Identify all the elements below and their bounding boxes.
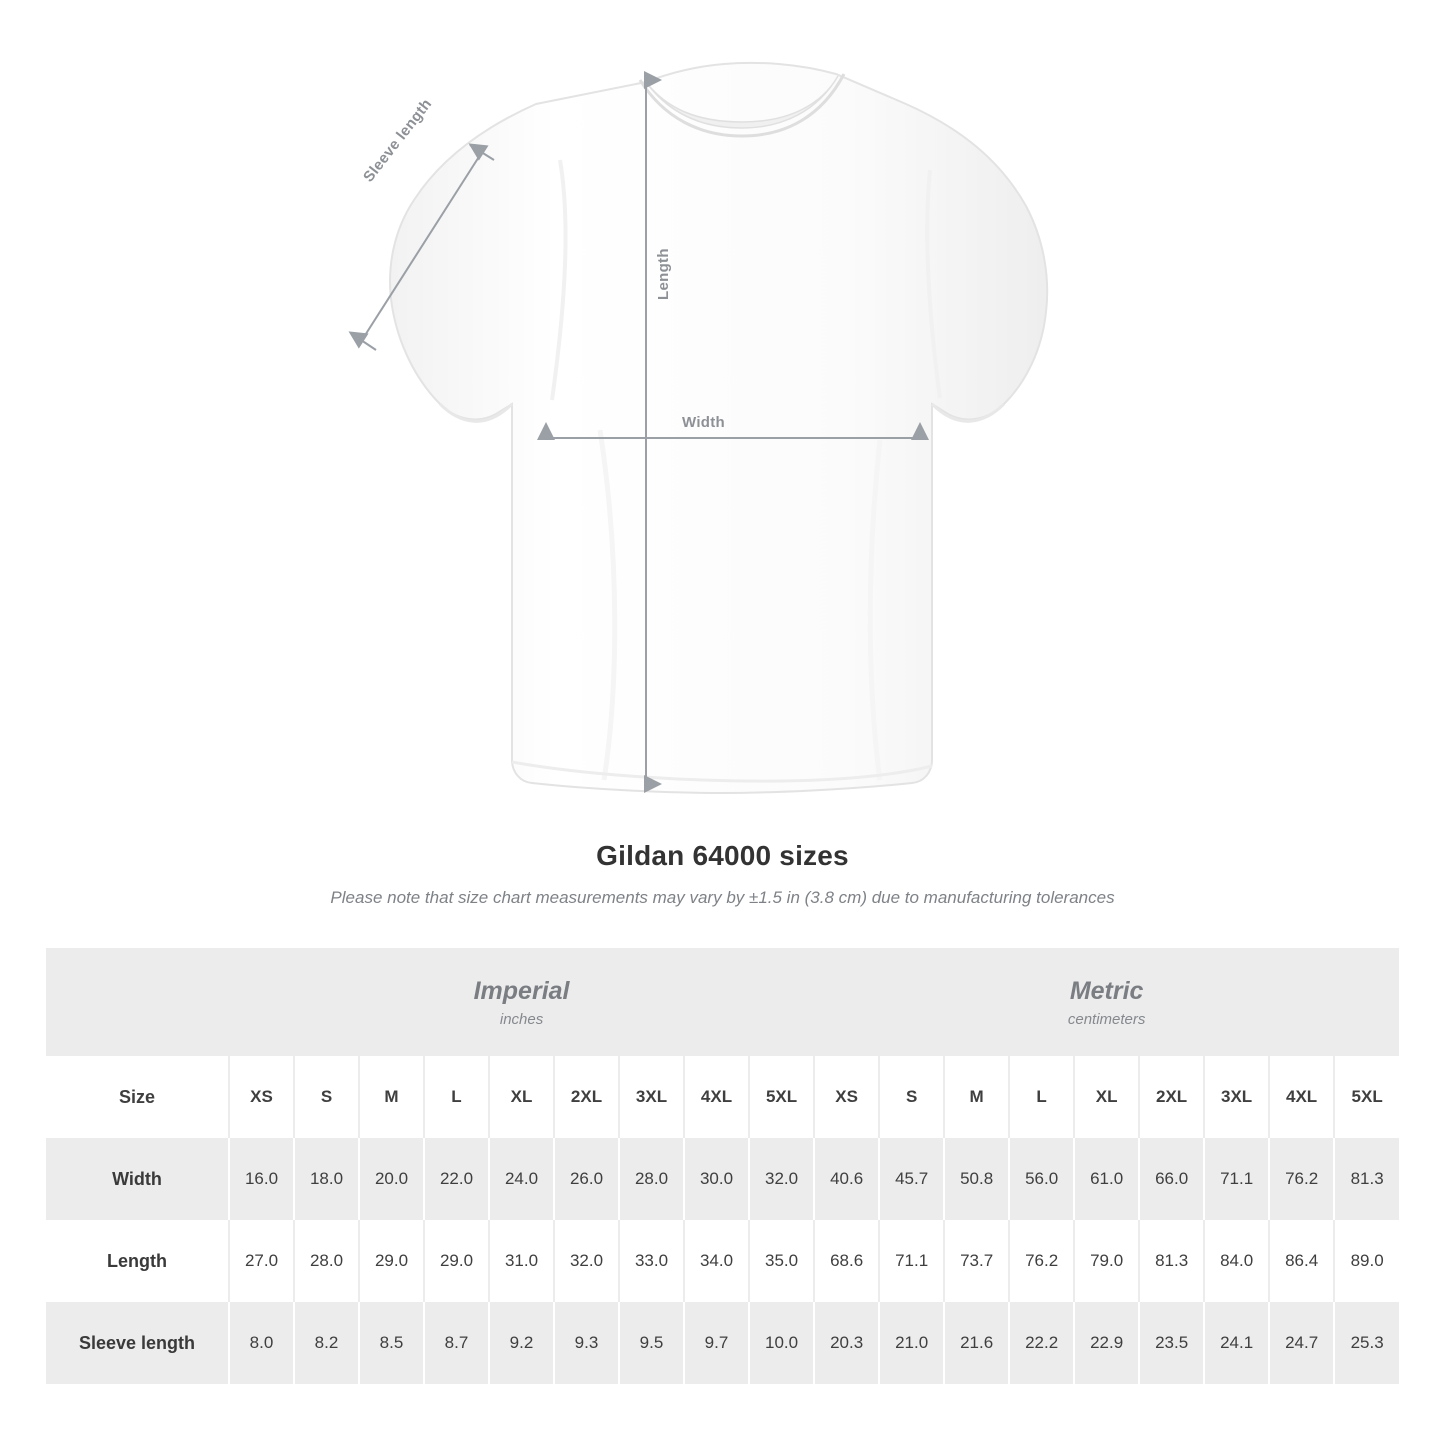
length-label: Length	[655, 248, 672, 300]
size-column-header: Size	[46, 1056, 229, 1138]
size-header-metric-5xl: 5XL	[1334, 1056, 1399, 1138]
size-header-imperial-l: L	[424, 1056, 489, 1138]
width-imperial-4xl: 30.0	[684, 1138, 749, 1220]
length-imperial-s: 28.0	[294, 1220, 359, 1302]
length-imperial-m: 29.0	[359, 1220, 424, 1302]
width-imperial-s: 18.0	[294, 1138, 359, 1220]
metric-label: Metric	[1069, 976, 1144, 1005]
width-imperial-2xl: 26.0	[554, 1138, 619, 1220]
table-row	[46, 1302, 1399, 1384]
imperial-unit: inches	[499, 1011, 544, 1029]
metric-unit: centimeters	[1067, 1011, 1146, 1029]
length-imperial-3xl: 33.0	[619, 1220, 684, 1302]
width-imperial-l: 22.0	[424, 1138, 489, 1220]
length-metric-xl: 79.0	[1074, 1220, 1139, 1302]
sleeve-imperial-s: 8.2	[294, 1302, 359, 1384]
sleeve-imperial-m: 8.5	[359, 1302, 424, 1384]
width-imperial-3xl: 28.0	[619, 1138, 684, 1220]
page-title: Gildan 64000 sizes	[596, 840, 849, 871]
width-metric-l: 56.0	[1009, 1138, 1074, 1220]
length-imperial-4xl: 34.0	[684, 1220, 749, 1302]
width-imperial-xs: 16.0	[229, 1138, 294, 1220]
size-header-imperial-m: M	[359, 1056, 424, 1138]
length-metric-3xl: 84.0	[1204, 1220, 1269, 1302]
sleeve-metric-l: 22.2	[1009, 1302, 1074, 1384]
table-row	[46, 1138, 1399, 1220]
size-header-imperial-xl: XL	[489, 1056, 554, 1138]
width-metric-3xl: 71.1	[1204, 1138, 1269, 1220]
width-metric-2xl: 66.0	[1139, 1138, 1204, 1220]
sleeve-imperial-l: 8.7	[424, 1302, 489, 1384]
imperial-label: Imperial	[473, 976, 570, 1005]
table-row	[46, 1220, 1399, 1302]
size-header-metric-xs: XS	[814, 1056, 879, 1138]
sleeve-metric-s: 21.0	[879, 1302, 944, 1384]
imperial-system-header	[229, 948, 814, 1056]
width-metric-5xl: 81.3	[1334, 1138, 1399, 1220]
size-header-imperial-5xl: 5XL	[749, 1056, 814, 1138]
size-header-imperial-xs: XS	[229, 1056, 294, 1138]
row-label-sleeve-length: Sleeve length	[46, 1302, 229, 1384]
size-header-metric-4xl: 4XL	[1269, 1056, 1334, 1138]
length-metric-5xl: 89.0	[1334, 1220, 1399, 1302]
sleeve-metric-2xl: 23.5	[1139, 1302, 1204, 1384]
size-header-row	[46, 1056, 1399, 1138]
tolerance-note: Please note that size chart measurements may vary by ±1.5 in (3.8 cm) due to manufacturing tolerances	[330, 888, 1115, 907]
sleeve-metric-m: 21.6	[944, 1302, 1009, 1384]
size-header-imperial-3xl: 3XL	[619, 1056, 684, 1138]
size-header-imperial-s: S	[294, 1056, 359, 1138]
size-header-metric-s: S	[879, 1056, 944, 1138]
width-metric-xs: 40.6	[814, 1138, 879, 1220]
length-metric-m: 73.7	[944, 1220, 1009, 1302]
unit-system-row	[46, 948, 1399, 1056]
sleeve-imperial-xl: 9.2	[489, 1302, 554, 1384]
metric-system-header	[814, 948, 1399, 1056]
width-label: Width	[682, 414, 726, 431]
sleeve-length-label: Sleeve length	[360, 95, 436, 186]
sleeve-metric-4xl: 24.7	[1269, 1302, 1334, 1384]
length-imperial-xs: 27.0	[229, 1220, 294, 1302]
width-metric-4xl: 76.2	[1269, 1138, 1334, 1220]
sleeve-metric-3xl: 24.1	[1204, 1302, 1269, 1384]
length-metric-xs: 68.6	[814, 1220, 879, 1302]
size-header-metric-xl: XL	[1074, 1056, 1139, 1138]
length-imperial-5xl: 35.0	[749, 1220, 814, 1302]
length-metric-l: 76.2	[1009, 1220, 1074, 1302]
sleeve-metric-5xl: 25.3	[1334, 1302, 1399, 1384]
length-imperial-xl: 31.0	[489, 1220, 554, 1302]
sleeve-metric-xl: 22.9	[1074, 1302, 1139, 1384]
width-metric-xl: 61.0	[1074, 1138, 1139, 1220]
size-header-metric-2xl: 2XL	[1139, 1056, 1204, 1138]
length-imperial-l: 29.0	[424, 1220, 489, 1302]
size-header-metric-m: M	[944, 1056, 1009, 1138]
size-table-container	[46, 948, 1399, 1384]
sleeve-imperial-4xl: 9.7	[684, 1302, 749, 1384]
length-metric-s: 71.1	[879, 1220, 944, 1302]
size-header-imperial-2xl: 2XL	[554, 1056, 619, 1138]
width-imperial-m: 20.0	[359, 1138, 424, 1220]
system-spacer	[46, 948, 229, 1056]
length-metric-4xl: 86.4	[1269, 1220, 1334, 1302]
size-header-metric-l: L	[1009, 1056, 1074, 1138]
sleeve-metric-xs: 20.3	[814, 1302, 879, 1384]
size-header-imperial-4xl: 4XL	[684, 1056, 749, 1138]
width-metric-s: 45.7	[879, 1138, 944, 1220]
length-imperial-2xl: 32.0	[554, 1220, 619, 1302]
sleeve-imperial-3xl: 9.5	[619, 1302, 684, 1384]
width-metric-m: 50.8	[944, 1138, 1009, 1220]
row-label-length: Length	[46, 1220, 229, 1302]
width-imperial-5xl: 32.0	[749, 1138, 814, 1220]
width-imperial-xl: 24.0	[489, 1138, 554, 1220]
sleeve-imperial-2xl: 9.3	[554, 1302, 619, 1384]
sleeve-imperial-xs: 8.0	[229, 1302, 294, 1384]
size-header-metric-3xl: 3XL	[1204, 1056, 1269, 1138]
row-label-width: Width	[46, 1138, 229, 1220]
size-table	[46, 948, 1399, 1384]
length-metric-2xl: 81.3	[1139, 1220, 1204, 1302]
sleeve-imperial-5xl: 10.0	[749, 1302, 814, 1384]
